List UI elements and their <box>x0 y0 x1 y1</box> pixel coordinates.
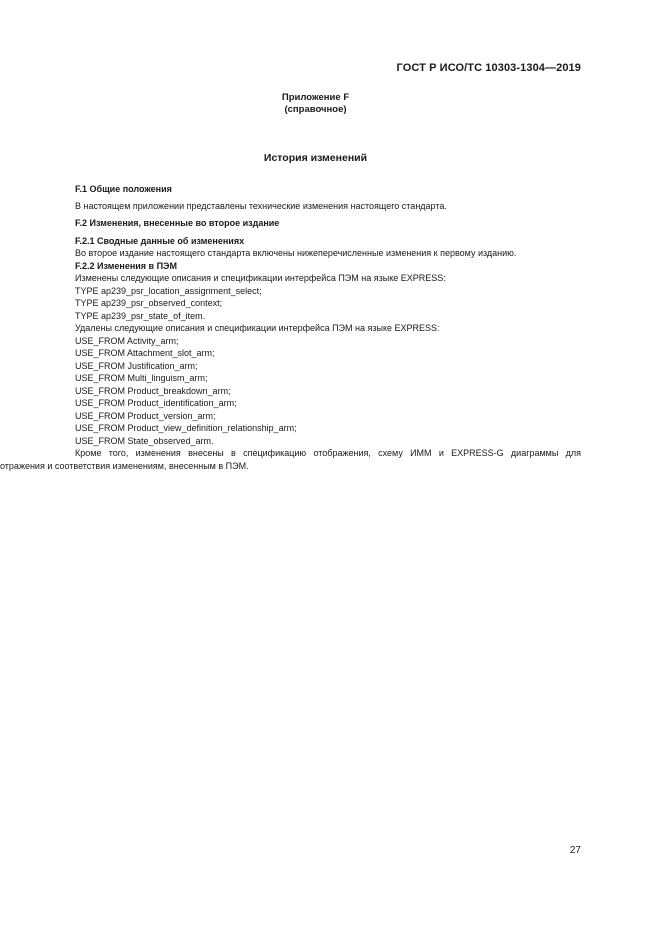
document-body <box>0 183 581 472</box>
final-paragraph-line-1: Кроме того, изменения внесены в спецификацию отображения, схему ИММ и EXPRESS-G диаграммы для <box>75 448 581 458</box>
removed-intro: Удалены следующие описания и спецификации интерфейса ПЭМ на языке EXPRESS: <box>75 323 440 333</box>
final-paragraph <box>0 447 581 472</box>
list-item: USE_FROM Activity_arm; <box>75 335 179 346</box>
section-f1-text: В настоящем приложении представлены технические изменения настоящего стандарта. <box>75 200 447 211</box>
removed-list <box>75 335 581 448</box>
annex-kind: (справочное) <box>284 104 347 115</box>
list-item: USE_FROM Multi_linguism_arm; <box>75 373 208 383</box>
changed-list <box>75 285 581 323</box>
list-item: USE_FROM Product_identification_arm; <box>75 398 237 408</box>
section-f1-heading: F.1 Общие положения <box>75 184 172 194</box>
list-item: USE_FROM Justification_arm; <box>75 360 198 371</box>
list-item: USE_FROM Attachment_slot_arm; <box>75 348 215 358</box>
section-f21-heading: F.2.1 Сводные данные об изменениях <box>75 235 245 246</box>
list-item: USE_FROM State_observed_arm. <box>75 435 214 446</box>
section-f21-text: Во второе издание настоящего стандарта включены нижеперечисленные изменения к первому изданию. <box>75 248 517 258</box>
annex-title: Приложение F <box>281 92 350 103</box>
section-f22-heading: F.2.2 Изменения в ПЭМ <box>75 260 177 271</box>
document-header: ГОСТ Р ИСО/ТС 10303-1304—2019 <box>396 62 581 74</box>
list-item: TYPE ap239_psr_state_of_item. <box>75 310 206 321</box>
list-item: USE_FROM Product_view_definition_relationship_arm; <box>75 423 297 433</box>
list-item: TYPE ap239_psr_location_assignment_select; <box>75 285 262 296</box>
final-paragraph-line-2: отражения и соответствия изменениям, внесенным в ПЭМ. <box>0 460 249 471</box>
annex-heading <box>0 92 631 116</box>
list-item: USE_FROM Product_breakdown_arm; <box>75 385 231 396</box>
page-title: История изменений <box>263 152 368 164</box>
section-f2-heading: F.2 Изменения, внесенные во второе издание <box>75 218 280 228</box>
list-item: USE_FROM Product_version_arm; <box>75 410 216 421</box>
changed-intro: Изменены следующие описания и спецификации интерфейса ПЭМ на языке EXPRESS: <box>75 273 446 283</box>
page-number: 27 <box>569 845 581 856</box>
list-item: TYPE ap239_psr_observed_context; <box>75 298 223 308</box>
